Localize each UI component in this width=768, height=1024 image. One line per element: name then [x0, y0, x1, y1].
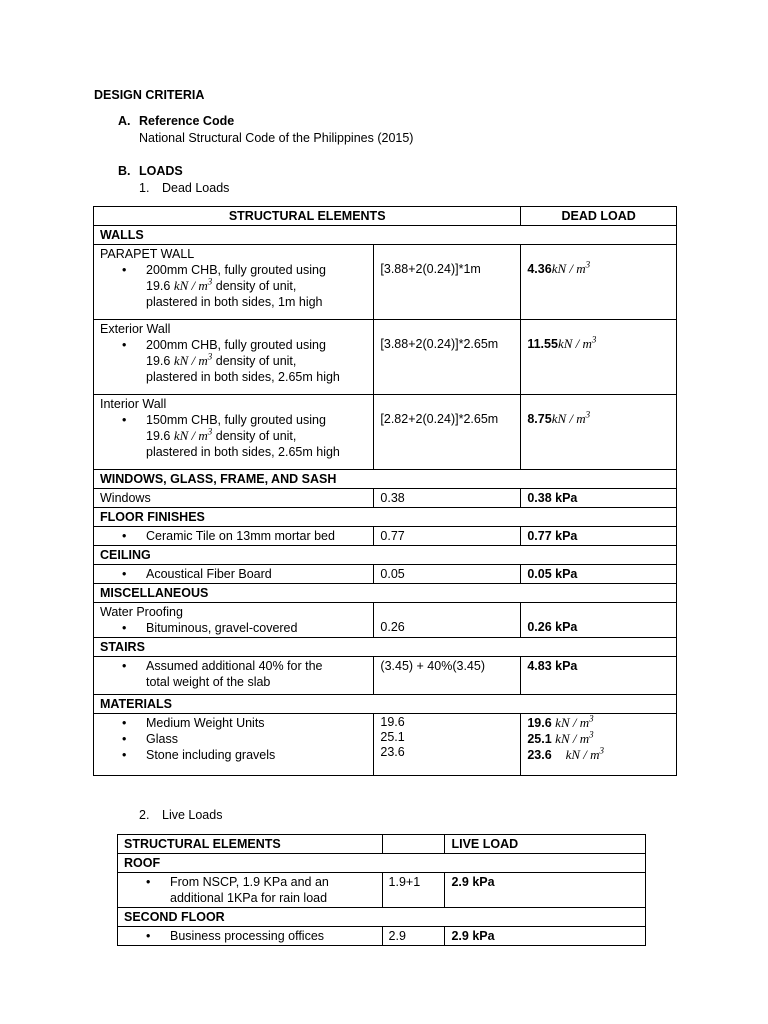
section-a-label: A.	[118, 114, 131, 128]
ceiling-heading: CEILING	[94, 546, 677, 565]
unit-kn: kN / m	[551, 411, 586, 426]
floor-heading: FLOOR FINISHES	[94, 508, 677, 527]
section-b-label: B.	[118, 164, 131, 178]
stairs-label-a: Assumed additional 40% for the	[146, 659, 323, 673]
unit-kn-m3	[558, 336, 596, 351]
section-row-misc	[94, 584, 677, 603]
misc-desc	[94, 603, 374, 638]
interior-formula: [2.82+2(0.24)]*2.65m	[374, 395, 521, 470]
misc-formula: 0.26	[374, 603, 521, 638]
unit-exp: 3	[599, 745, 605, 756]
list-item: • Glass	[146, 731, 367, 747]
stairs-desc	[94, 657, 374, 695]
unit-kn: kN / m	[555, 731, 590, 746]
list-item	[170, 874, 376, 906]
parapet-desc-b: 19.6	[146, 279, 171, 293]
roof-label-b: additional 1KPa for rain load	[170, 891, 328, 905]
misc-heading: MISCELLANEOUS	[94, 584, 677, 603]
list-item: • Ceramic Tile on 13mm mortar bed	[146, 528, 367, 544]
exterior-formula: [3.88+2(0.24)]*2.65m	[374, 320, 521, 395]
unit-kn: kN / m	[565, 747, 600, 762]
unit-exp: 3	[591, 334, 597, 345]
section-row-windows	[94, 470, 677, 489]
unit-kn: kN / m	[173, 353, 208, 368]
unit-kn: kN / m	[555, 715, 590, 730]
windows-formula: 0.38	[374, 489, 521, 508]
header-live-load: LIVE LOAD	[445, 835, 646, 854]
list-item	[146, 262, 367, 310]
interior-desc-c: density of unit,	[215, 429, 297, 443]
table-row	[94, 320, 677, 395]
interior-value-num: 8.75	[527, 412, 552, 426]
section-row-ceiling	[94, 546, 677, 565]
materials-formula	[374, 714, 521, 776]
stairs-formula: (3.45) + 40%(3.45)	[374, 657, 521, 695]
header-dead-load: DEAD LOAD	[521, 207, 677, 226]
material-value: 23.6	[527, 748, 552, 762]
dead-loads-num: 1.	[139, 181, 150, 195]
exterior-desc-c: density of unit,	[215, 354, 297, 368]
table-row	[94, 489, 677, 508]
parapet-value	[521, 245, 677, 320]
list-item	[146, 337, 367, 385]
second-floor-heading: SECOND FLOOR	[118, 908, 646, 927]
unit-exp: 3	[207, 351, 213, 362]
header-structural-elements: STRUCTURAL ELEMENTS	[94, 207, 521, 226]
second-value: 2.9 kPa	[445, 927, 646, 946]
exterior-list	[100, 337, 367, 385]
misc-value: 0.26 kPa	[521, 603, 677, 638]
floor-formula: 0.77	[374, 527, 521, 546]
unit-exp: 3	[207, 426, 213, 437]
unit-exp: 3	[589, 729, 594, 740]
roof-formula: 1.9+1	[382, 873, 445, 908]
unit-kn-m3	[555, 731, 593, 746]
table-header-row	[118, 835, 646, 854]
unit-kn: kN / m	[557, 336, 592, 351]
exterior-title: Exterior Wall	[100, 322, 171, 336]
unit-kn-m3	[566, 747, 604, 762]
materials-value	[521, 714, 677, 776]
parapet-formula: [3.88+2(0.24)]*1m	[374, 245, 521, 320]
unit-exp: 3	[207, 276, 213, 287]
header-blank	[382, 835, 445, 854]
unit-exp: 3	[585, 259, 591, 270]
exterior-desc-b: 19.6	[146, 354, 171, 368]
section-row-floor	[94, 508, 677, 527]
material-value-row	[527, 715, 670, 731]
parapet-title: PARAPET WALL	[100, 247, 195, 261]
live-load-table	[117, 834, 646, 946]
table-row	[94, 714, 677, 776]
roof-heading: ROOF	[118, 854, 646, 873]
reference-code-text: National Structural Code of the Philippines (2015)	[139, 131, 414, 145]
section-a-title: Reference Code	[139, 114, 235, 128]
walls-heading: WALLS	[94, 226, 677, 245]
interior-desc	[94, 395, 374, 470]
exterior-value-num: 11.55	[527, 337, 558, 351]
material-formula: 19.6	[380, 715, 405, 729]
material-formula: 23.6	[380, 745, 405, 759]
ceiling-desc	[94, 565, 374, 584]
table-row	[94, 603, 677, 638]
interior-desc-b: 19.6	[146, 429, 171, 443]
stairs-heading: STAIRS	[94, 638, 677, 657]
unit-kn-m3	[174, 428, 212, 443]
unit-kn: kN / m	[173, 428, 208, 443]
unit-kn: kN / m	[173, 278, 208, 293]
unit-kn: kN / m	[551, 261, 586, 276]
stairs-label-b: total weight of the slab	[146, 675, 271, 689]
second-desc	[118, 927, 383, 946]
section-b-heading	[118, 164, 183, 178]
table-row	[118, 873, 646, 908]
parapet-list	[100, 262, 367, 310]
materials-desc	[94, 714, 374, 776]
second-formula: 2.9	[382, 927, 445, 946]
live-loads-num: 2.	[139, 808, 150, 822]
material-formula: 25.1	[380, 730, 405, 744]
live-loads-text: Live Loads	[162, 808, 223, 822]
parapet-desc-a: 200mm CHB, fully grouted using	[146, 263, 326, 277]
unit-kn-m3	[555, 715, 593, 730]
table-row	[94, 245, 677, 320]
section-row-stairs	[94, 638, 677, 657]
material-value: 25.1	[527, 732, 552, 746]
interior-desc-a: 150mm CHB, fully grouted using	[146, 413, 326, 427]
parapet-desc-d: plastered in both sides, 1m high	[146, 295, 323, 309]
unit-kn-m3	[174, 278, 212, 293]
dead-loads-text: Dead Loads	[162, 181, 230, 195]
materials-heading: MATERIALS	[94, 695, 677, 714]
document-title: DESIGN CRITERIA	[94, 88, 205, 102]
unit-kn-m3	[552, 261, 590, 276]
interior-list	[100, 412, 367, 460]
material-value: 19.6	[527, 716, 552, 730]
stairs-value: 4.83 kPa	[521, 657, 677, 695]
floor-desc	[94, 527, 374, 546]
list-item: • Medium Weight Units	[146, 715, 367, 731]
list-item: • Acoustical Fiber Board	[146, 566, 367, 582]
table-header-row	[94, 207, 677, 226]
table-row	[94, 527, 677, 546]
unit-kn-m3	[552, 411, 590, 426]
parapet-desc	[94, 245, 374, 320]
ceiling-formula: 0.05	[374, 565, 521, 584]
list-item: • Bituminous, gravel-covered	[146, 620, 367, 636]
dead-load-table	[93, 206, 677, 776]
section-a-heading	[118, 114, 234, 128]
exterior-desc-a: 200mm CHB, fully grouted using	[146, 338, 326, 352]
exterior-desc	[94, 320, 374, 395]
section-row-roof	[118, 854, 646, 873]
list-item: • Stone including gravels	[146, 747, 367, 763]
roof-label-a: From NSCP, 1.9 KPa and an	[170, 875, 329, 889]
dead-loads-heading	[139, 181, 229, 195]
parapet-desc-c: density of unit,	[215, 279, 297, 293]
list-item: • Business processing offices	[170, 928, 376, 944]
header-structural-elements: STRUCTURAL ELEMENTS	[118, 835, 383, 854]
exterior-value	[521, 320, 677, 395]
table-row	[94, 395, 677, 470]
unit-kn-m3	[174, 353, 212, 368]
floor-value: 0.77 kPa	[521, 527, 677, 546]
windows-label: Windows	[94, 489, 374, 508]
windows-value: 0.38 kPa	[521, 489, 677, 508]
section-b-title: LOADS	[139, 164, 183, 178]
material-value-row	[527, 731, 670, 747]
parapet-value-num: 4.36	[527, 262, 552, 276]
roof-value: 2.9 kPa	[445, 873, 646, 908]
unit-exp: 3	[589, 713, 594, 724]
material-value-row	[527, 747, 670, 763]
list-item	[146, 658, 367, 690]
roof-desc	[118, 873, 383, 908]
list-item	[146, 412, 367, 460]
table-row	[94, 657, 677, 695]
interior-title: Interior Wall	[100, 397, 167, 411]
table-row	[118, 927, 646, 946]
windows-heading: WINDOWS, GLASS, FRAME, AND SASH	[94, 470, 677, 489]
table-row	[94, 565, 677, 584]
misc-title: Water Proofing	[100, 605, 183, 619]
interior-desc-d: plastered in both sides, 2.65m high	[146, 445, 340, 459]
live-loads-heading	[139, 808, 222, 822]
ceiling-value: 0.05 kPa	[521, 565, 677, 584]
unit-exp: 3	[585, 409, 591, 420]
section-row-walls	[94, 226, 677, 245]
exterior-desc-d: plastered in both sides, 2.65m high	[146, 370, 340, 384]
interior-value	[521, 395, 677, 470]
section-row-materials	[94, 695, 677, 714]
section-row-second-floor	[118, 908, 646, 927]
